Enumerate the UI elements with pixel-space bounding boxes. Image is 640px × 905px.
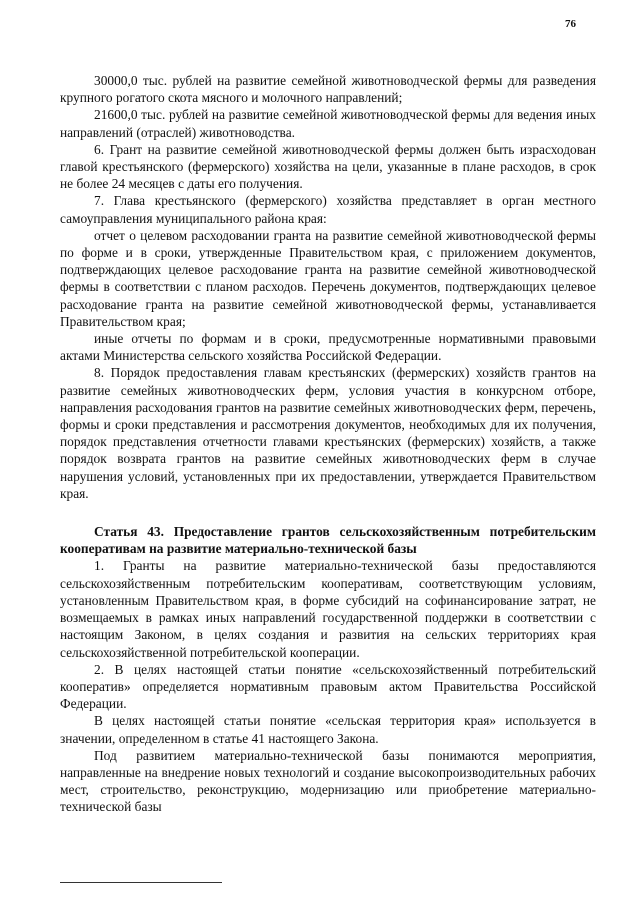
paragraph: 30000,0 тыс. рублей на развитие семейной животноводческой фермы для разведения крупного рогатого скота мясного и молочного направлений; [60, 73, 596, 106]
document-body [60, 72, 596, 816]
paragraph: иные отчеты по формам и в сроки, предусмотренные нормативными правовыми актами Министерства сельского хозяйства Российской Федерации. [60, 331, 596, 364]
paragraph: 21600,0 тыс. рублей на развитие семейной животноводческой фермы для ведения иных направлений (отраслей) животноводства. [60, 107, 596, 140]
article-heading: Статья 43. Предоставление грантов сельскохозяйственным потребительским кооперативам на развитие материально-технической базы [60, 524, 596, 557]
paragraph: 6. Грант на развитие семейной животноводческой фермы должен быть израсходован главой крестьянского (фермерского) хозяйства на цели, указанные в плане расходов, в срок не более 24 месяцев с даты его получения. [60, 141, 596, 192]
page-number: 76 [565, 18, 576, 30]
paragraph: 7. Глава крестьянского (фермерского) хозяйства представляет в орган местного самоуправления муниципального района края: [60, 193, 596, 226]
paragraph: В целях настоящей статьи понятие «сельская территория края» используется в значении, определенном в статье 41 настоящего Закона. [60, 713, 596, 746]
paragraph: отчет о целевом расходовании гранта на развитие семейной животноводческой фермы по форме и в сроки, утвержденные Правительством края, с приложением документов, подтверждающих целевое расходование гранта на развитие семейной животноводческой фермы в соответствии с планом расходов. Перечень документов, подтверждающих целевое расходование гранта на развитие семейной животноводческой фермы, устанавливается Правительством края; [60, 227, 596, 329]
footnote-divider [60, 882, 222, 883]
paragraph: 1. Гранты на развитие материально-технической базы предоставляются сельскохозяйственным потребительским кооперативам, соответствующим условиям, установленным Правительством края, в форме субсидий на софинансирование затрат, не возмещаемых в рамках иных направлений государственной поддержки в соответствии с настоящим Законом, в целях создания и развития на сельских территориях края сельскохозяйственной потребительской кооперации. [60, 558, 596, 660]
paragraph: 2. В целях настоящей статьи понятие «сельскохозяйственный потребительский кооператив» определяется нормативным правовым актом Правительства Российской Федерации. [60, 661, 596, 712]
paragraph: Под развитием материально-технической базы понимаются мероприятия, направленные на внедрение новых технологий и создание высокопроизводительных рабочих мест, строительство, реконструкцию, модернизацию или приобретение материально-технической базы [60, 747, 596, 815]
paragraph: 8. Порядок предоставления главам крестьянских (фермерских) хозяйств грантов на развитие семейных животноводческих ферм, условия участия в конкурсном отборе, направления расходования грантов на развитие семейных животноводческих ферм, перечень, формы и сроки представления и рассмотрения документов, необходимых для их получения, порядок представления отчетности главами крестьянских (фермерских) хозяйств, а также порядок возврата грантов на развитие семейных животноводческих ферм в случае нарушения условий, установленных при их предоставлении, утверждается Правительством края. [60, 365, 596, 501]
